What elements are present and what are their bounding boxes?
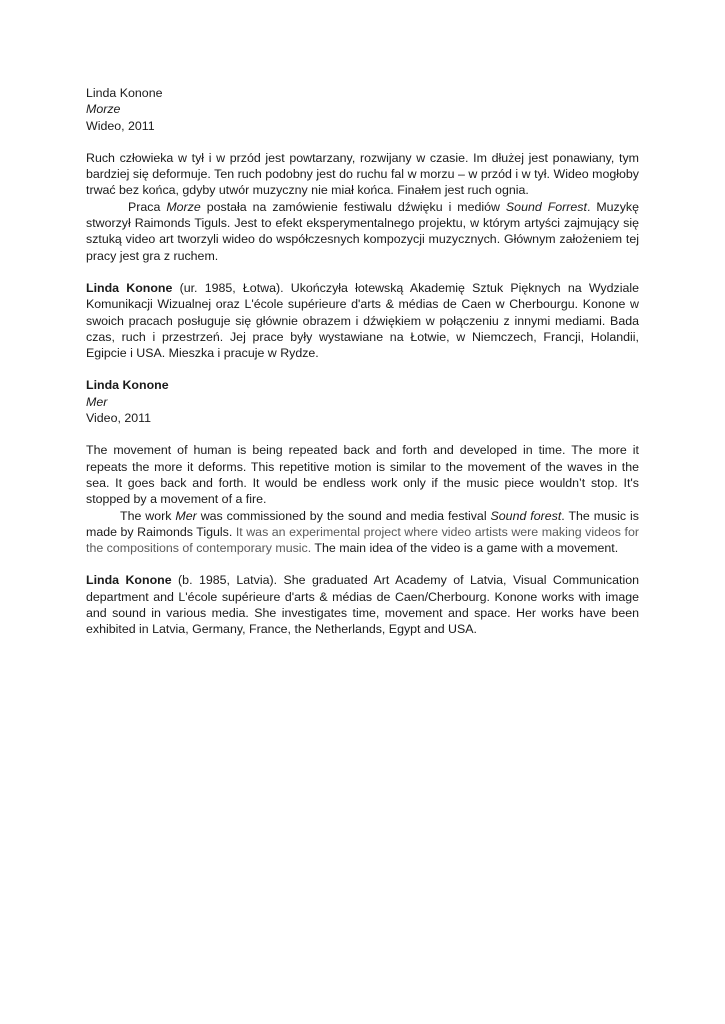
pl-work-title: Morze (86, 102, 121, 117)
pl-artist-name: Linda Konone (86, 86, 163, 100)
en-description-2: The work Mer was commissioned by the sound and media festival Sound forest. The music is made by Raimonds Tiguls. It was an experimental project where video artists were making videos for the compositions of contemporary music. The main idea of the video is a game with a movement. (86, 508, 640, 556)
pl-description-1: Ruch człowieka w tył i w przód jest powtarzany, rozwijany w czasie. Im dłużej jest ponawiany, tym bardziej się deformuje. Ten ruch podobny jest do ruchu fal w morzu – w przód i w tył. Wideo mogłoby trwać bez końca, gdyby utwór muzyczny nie miał końca. Finałem jest ruch ognia. (86, 150, 639, 198)
en-biography: Linda Konone (b. 1985, Latvia). She graduated Art Academy of Latvia, Visual Communication department and L'école supérieure d'arts & médias de Caen/Cherbourg. Konone works with image and sound in various media. She investigates time, movement and space. Her works have been exhibited in Latvia, Germany, France, the Netherlands, Egypt and USA. (86, 573, 639, 637)
pl-biography: Linda Konone (ur. 1985, Łotwa). Ukończyła łotewską Akademię Sztuk Pięknych na Wydziale Komunikacji Wizualnej oraz L'école supérieure d'arts & médias de Caen w Cherbourgu. Konone w swoich pracach posługuje się głównie obrazem i dźwiękiem w połączeniu z innymi mediami. Bada czas, ruch i przestrzeń. Jej prace były wystawiane na Łotwie, w Niemczech, Francji, Holandii, Egipcie i USA. Mieszka i pracuje w Rydze. (86, 280, 639, 361)
pl-description-2: Praca Morze postała na zamówienie festiwalu dźwięku i mediów Sound Forrest. Muzykę stworzył Raimonds Tiguls. Jest to efekt eksperymentalnego projektu, w którym artyści zajmujący się sztuką video art tworzyli wideo do współczesnych kompozycji muzycznych. Głównym założeniem tej pracy jest gra z ruchem. (86, 199, 640, 263)
en-description-1: The movement of human is being repeated back and forth and developed in time. The more it repeats the more it deforms. This repetitive motion is similar to the movement of the waves in the sea. It goes back and forth. It would be endless work only if the music piece wouldn’t stop. It's stopped by a movement of a fire. (86, 443, 639, 507)
en-medium-year: Video, 2011 (86, 411, 151, 426)
en-artist-name: Linda Konone (86, 378, 169, 393)
en-work-title: Mer (86, 394, 108, 409)
pl-medium-year: Wideo, 2011 (86, 118, 155, 133)
